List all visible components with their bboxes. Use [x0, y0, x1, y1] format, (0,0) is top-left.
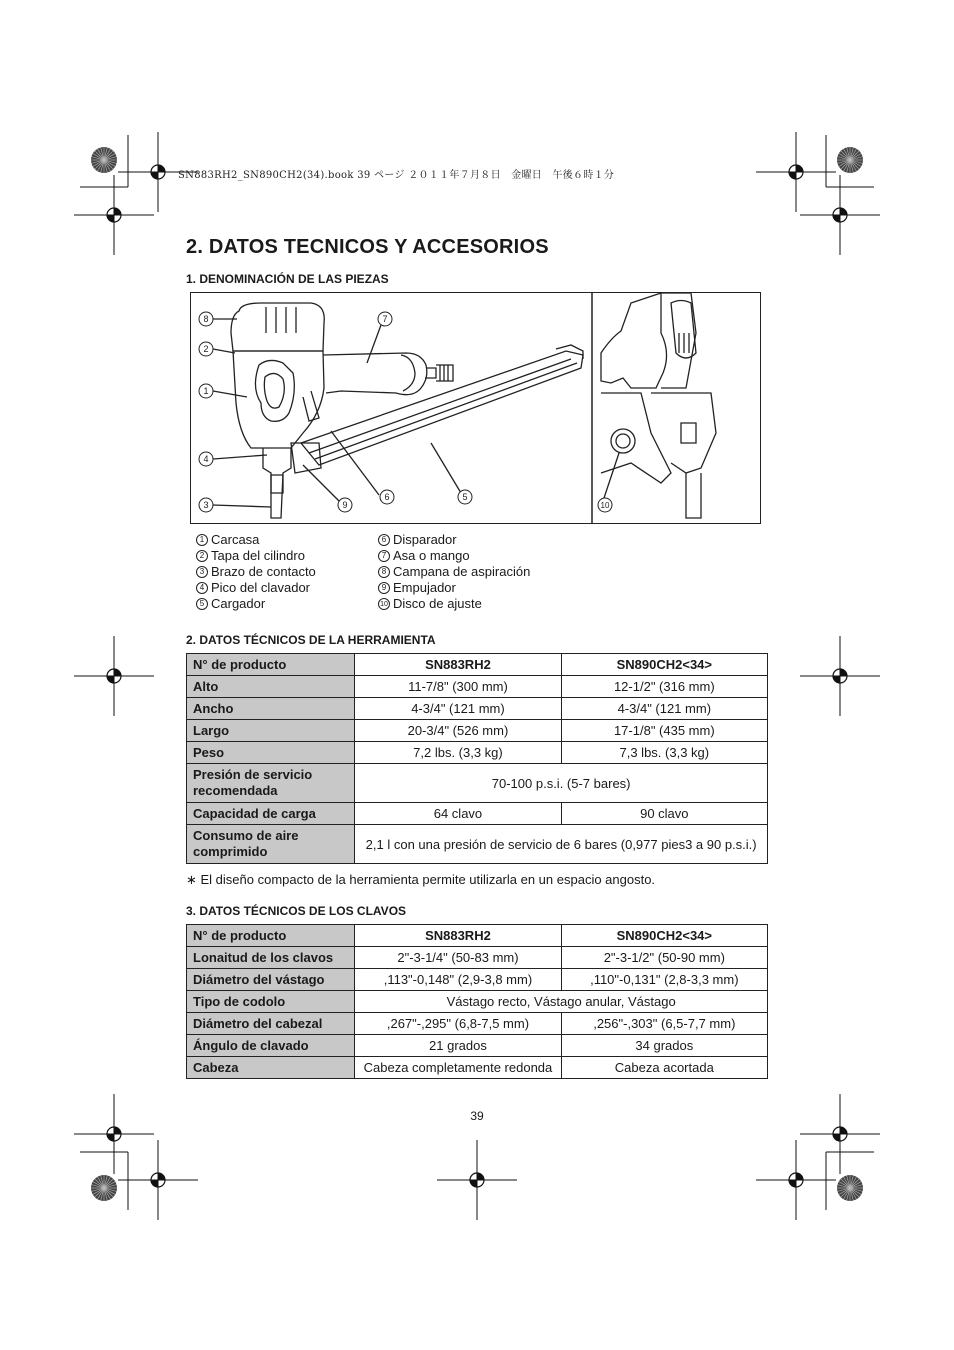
color-rosette-icon: [837, 147, 863, 173]
file-header-line: SN883RH2_SN890CH2(34).book 39 ページ ２０１１年７月８日 金曜日 午後６時１分: [178, 170, 615, 181]
color-rosette-icon: [837, 1175, 863, 1201]
part-item: 8 Campana de aspiración: [378, 564, 530, 580]
table-row: Ángulo de clavado 21 grados 34 grados: [187, 1035, 768, 1057]
svg-text:4: 4: [203, 454, 209, 464]
nailer-illustration: [191, 293, 760, 523]
part-item: 10 Disco de ajuste: [378, 596, 530, 612]
part-item: 4 Pico del clavador: [196, 580, 316, 596]
callout-6: [380, 490, 394, 504]
parts-list-left: [196, 532, 316, 612]
callout-5: [458, 490, 472, 504]
cylinder-cap-shape: [231, 303, 324, 351]
svg-text:9: 9: [342, 500, 348, 510]
svg-text:5: 5: [462, 492, 468, 502]
callout-9: [338, 498, 352, 512]
callout-2: [199, 342, 213, 356]
table-row: Lonaitud de los clavos 2"-3-1/4" (50-83 mm) 2"-3-1/2" (50-90 mm): [187, 947, 768, 969]
table-row: Alto 11-7/8" (300 mm) 12-1/2" (316 mm): [187, 676, 768, 698]
callout-4: [199, 452, 213, 466]
table-row: Consumo de aire comprimido 2,1 l con una presión de servicio de 6 bares (0,977 pies3 a 90 p.s.i.): [187, 825, 768, 864]
section-heading-parts: 1. DENOMINACIÓN DE LAS PIEZAS: [186, 272, 389, 286]
callout-10: [598, 498, 612, 512]
part-item: 2 Tapa del cilindro: [196, 548, 316, 564]
part-item: 6 Disparador: [378, 532, 530, 548]
svg-text:2: 2: [203, 344, 209, 354]
table-row: Diámetro del cabezal ,267"-,295" (6,8-7,5 mm) ,256"-,303" (6,5-7,7 mm): [187, 1013, 768, 1035]
svg-text:6: 6: [384, 492, 390, 502]
svg-text:3: 3: [203, 500, 209, 510]
page-title: 2. DATOS TECNICOS Y ACCESORIOS: [186, 236, 549, 258]
nail-specs-table: [186, 924, 768, 1079]
part-item: 3 Brazo de contacto: [196, 564, 316, 580]
section-heading-tool-specs: 2. DATOS TÉCNICOS DE LA HERRAMIENTA: [186, 633, 436, 647]
callout-8: [199, 312, 213, 326]
svg-text:8: 8: [203, 314, 209, 324]
table-row: N° de producto SN883RH2 SN890CH2<34>: [187, 654, 768, 676]
callout-1: [199, 384, 213, 398]
page-number: 39: [470, 1109, 484, 1123]
handle-shape: [323, 353, 427, 395]
footnote: ∗ El diseño compacto de la herramienta permite utilizarla en un espacio angosto.: [186, 872, 656, 887]
parts-list-right: [378, 532, 530, 612]
callout-7: [378, 312, 392, 326]
svg-text:1: 1: [203, 386, 209, 396]
color-rosette-icon: [91, 147, 117, 173]
nailer-figure: [190, 292, 761, 524]
table-row: Tipo de codolo Vástago recto, Vástago anular, Vástago: [187, 991, 768, 1013]
table-row: Largo 20-3/4" (526 mm) 17-1/8" (435 mm): [187, 720, 768, 742]
part-item: 9 Empujador: [378, 580, 530, 596]
table-row: Diámetro del vástago ,113"-0,148" (2,9-3,8 mm) ,110"-0,131" (2,8-3,3 mm): [187, 969, 768, 991]
housing-shape: [233, 351, 324, 448]
section-heading-nail-specs: 3. DATOS TÉCNICOS DE LOS CLAVOS: [186, 904, 407, 918]
table-row: Peso 7,2 lbs. (3,3 kg) 7,3 lbs. (3,3 kg): [187, 742, 768, 764]
color-rosette-icon: [91, 1175, 117, 1201]
table-row: Presión de servicio recomendada 70-100 p.s.i. (5-7 bares): [187, 764, 768, 803]
svg-text:7: 7: [382, 314, 388, 324]
table-row: Capacidad de carga 64 clavo 90 clavo: [187, 803, 768, 825]
side-view-shape: [601, 293, 667, 388]
part-item: 5 Cargador: [196, 596, 316, 612]
table-row: Ancho 4-3/4" (121 mm) 4-3/4" (121 mm): [187, 698, 768, 720]
callout-3: [199, 498, 213, 512]
table-row: Cabeza Cabeza completamente redonda Cabeza acortada: [187, 1057, 768, 1079]
part-item: 1 Carcasa: [196, 532, 316, 548]
tool-specs-table: [186, 653, 768, 864]
table-row: N° de producto SN883RH2 SN890CH2<34>: [187, 925, 768, 947]
svg-text:10: 10: [600, 501, 610, 510]
part-item: 7 Asa o mango: [378, 548, 530, 564]
